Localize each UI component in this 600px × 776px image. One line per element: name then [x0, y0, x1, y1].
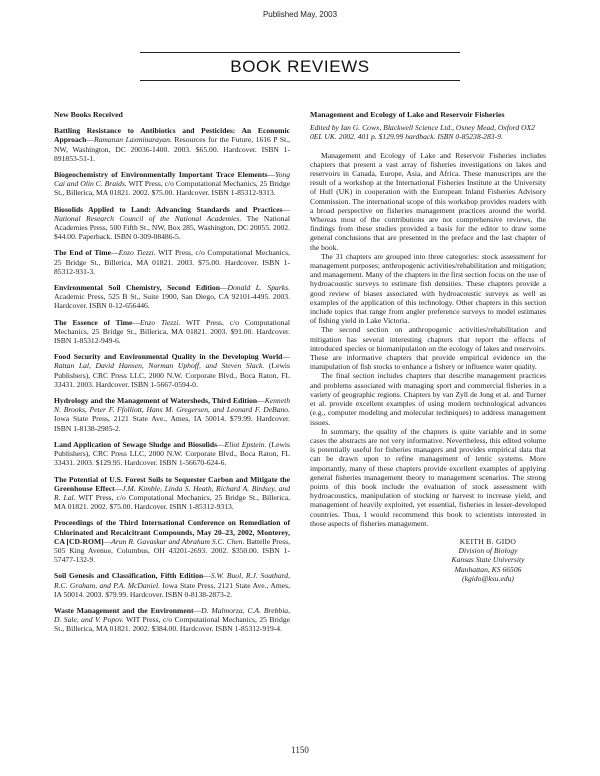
review-body	[310, 151, 546, 528]
book-authors: Rattan Lal, David Hansen, Norman Uphoff, and Steven Slack.	[54, 361, 265, 371]
book-title: Biosolids Applied to Land: Advancing Standards and Practices	[54, 204, 283, 214]
header-rule-bottom	[140, 80, 460, 81]
reviewer-location: Manhattan, KS 66506	[454, 564, 522, 574]
section-header	[140, 52, 460, 81]
book-entry: The Potential of U.S. Forest Soils to Sequester Carbon and Mitigate the Greenhouse Effect—J.M. Kimble, Linda S. Heath, Richard A. Birdsey, and R. Lal. WIT Press, c/o Computational Mechanics, 25 Bridge St., Billerica, MA 01821. 2002. $75.00. Hardcover. ISBN 1-85312-9313.	[54, 474, 291, 512]
book-entry: Biosolids Applied to Land: Advancing Standards and Practices—National Research Council of the National Academies. The National Academies Press, 500 Fifth St., NW, Box 285, Washington, DC 20055. 2002. $44.00. Paperback. ISBN 0-309-08486-5.	[54, 204, 290, 242]
book-authors: Kenneth N. Brooks, Peter F. Ffolliott, Hans M. Gregersen, and Leonard F. DeBano.	[54, 396, 290, 415]
book-authors: Eliot Epstein.	[224, 439, 267, 449]
review-paragraph: The second section on anthropogenic activities/rehabilitation and mitigation has several interesting chapters that report the effects of introduced species or biomanipulation on the ecology of lakes and reservoirs. These are informative chapters that provide empirical evidence on the manipulation of fish stocks to enhance a fishery or influence water quality.	[310, 325, 546, 372]
book-authors: Arun R. Gavaskar and Abraham S.C. Chen.	[111, 536, 245, 546]
book-details: Iowa State Press, 2121 State Ave., Ames, IA 50014. 2003. $79.99. Hardcover. ISBN 0-8138-2873-2.	[54, 580, 291, 599]
book-entry: Hydrology and the Management of Watersheds, Third Edition—Kenneth N. Brooks, Peter F. Ffolliott, Hans M. Gregersen, and Leonard F. DeBano. Iowa State Press, 2121 State Ave., Ames, IA 50014. $79.99. Hardcover. ISBN 1-8138-2985-2.	[54, 396, 290, 433]
book-authors: S.W. Buol, R.J. Southard, R.C. Graham, and P.A. McDaniel.	[54, 571, 290, 590]
book-authors: Enzo Tiezzi.	[140, 317, 181, 327]
book-title: Hydrology and the Management of Watersheds, Third Edition	[54, 396, 258, 406]
reviewer-name: KEITH B. GIDO	[459, 536, 517, 546]
book-title: Land Application of Sewage Sludge and Biosolids	[54, 439, 218, 449]
book-details: WIT Press, c/o Computational Mechanics, 25 Bridge St., Billerica, MA 01821. 2002. $75.00. Hardcover. ISBN 1-85312-9313.	[54, 179, 290, 198]
book-entry: Land Application of Sewage Sludge and Biosolids—Eliot Epstein. (Lewis Publishers), CRC Press LLC, 2000 N.W. Corporate Blvd., Boca Raton, FL 33431. 2003. $129.95. Hardcover. ISBN 1-56670-624-6.	[54, 439, 290, 468]
book-details: Battelle Press, 505 King Avenue, Columbus, OH 43201-2693. 2002. $350.00. ISBN 1-57477-132-9.	[54, 536, 291, 565]
book-title: Battling Resistance to Antibiotics and Pesticides: An Economic Approach	[54, 126, 290, 145]
book-authors: D. Malmorza, C.A. Brebbia, D. Sale, and V. Popov.	[54, 605, 290, 625]
review-paragraph: The 31 chapters are grouped into three categories: stock assessment for management purposes; anthropogenic activities/rehabilitation and mitigation; and management. Many of the chapters in the first section focus on the use of hydroacoustic surveys to estimate fish densities. These chapters provide a good review of biases associated with hydroacoustic surveys as well as examples of the application of this technology. Other chapters in this section include topics that range from angler preference surveys to model estimates of fishing yield in Lake Victoria.	[310, 251, 546, 326]
new-books-column	[54, 110, 290, 641]
new-books-list	[54, 126, 290, 633]
book-entry: Battling Resistance to Antibiotics and Pesticides: An Economic Approach—Ramanan Laxminarayan. Resources for the Future, 1616 P St., NW, Washington, DC 20036-1400. 2003. $65.00. Hardcover. ISBN 1-891853-51-1.	[54, 126, 291, 163]
book-title: Proceedings of the Third International Conference on Remediation of Chlorinated and Recalcitrant Compounds, May 20–23, 2002, Monterey, CA [CD-ROM]	[54, 518, 290, 546]
book-title: The End of Time	[54, 248, 111, 258]
book-authors: Yong Cai and Olin C. Braids.	[54, 170, 290, 189]
book-details: (Lewis Publishers), CRC Press LLC, 2000 N.W. Corporate Blvd., Boca Raton, FL 33431. 2003. $129.95. Hardcover. ISBN 1-56670-624-6.	[54, 439, 290, 468]
review-paragraph: The final section includes chapters that describe management practices and problems associated with managing sport and commercial fisheries in a variety of geographic regions. Chapters by van Zyll de Jong et al. and Turner et al. provide excellent examples of using modern technological advances (e.g., computer modeling and molecular techniques) to address management issues.	[310, 371, 546, 427]
book-entry: The End of Time—Enzo Tiezzi. WIT Press, c/o Computational Mechanics, 25 Bridge St., Billerica, MA 01821. 2003. $75.00. Hardcover. ISBN 1-85312-931-3.	[54, 248, 290, 276]
book-entry: The Essence of Time—Enzo Tiezzi. WIT Press, c/o Computational Mechanics, 25 Bridge St., Billerica, MA 01821. 2003. $91.00. Hardcover. ISBN 1-85312-949-6.	[54, 317, 290, 346]
book-title: Food Security and Environmental Quality in the Developing World	[54, 352, 283, 362]
book-authors: Donald L. Sparks.	[227, 283, 290, 293]
book-details: Iowa State Press, 2121 State Ave., Ames, IA 50014. $79.99. Hardcover. ISBN 1-8138-2985-2.	[54, 414, 290, 433]
new-books-heading: New Books Received	[54, 110, 123, 119]
reviewer-department: Division of Biology	[458, 546, 518, 556]
book-details: WIT Press, c/o Computational Mechanics, 25 Bridge St., Billerica, MA 01821. 2002. $384.00. Hardcover. ISBN 1-85312-919-4.	[54, 615, 290, 634]
book-entry: Waste Management and the Environment—D. Malmorza, C.A. Brebbia, D. Sale, and V. Popov. WIT Press, c/o Computational Mechanics, 25 Bridge St., Billerica, MA 01821. 2002. $384.00. Hardcover. ISBN 1-85312-919-4.	[54, 605, 290, 634]
review-paragraph: Management and Ecology of Lake and Reservoir Fisheries includes chapters that present a vast array of fisheries investigations on lakes and reservoirs in Canada, Europe, Asia, and Africa. These manuscripts are the result of a workshop at the International Fisheries Institute at the University of Hull (UK) in cooperation with the European Inland Fisheries Advisory Commission. The international scope of this workshop provides readers with a broad perspective on fisheries management practices around the world. Whereas most of the contributions are not comprehensive reviews, the findings from these studies provided a basis for the editor to draw some general conclusions that are presented in the preface and the last chapter of the book.	[310, 150, 546, 252]
book-authors: Ramanan Laxminarayan.	[93, 135, 172, 145]
section-title: BOOK REVIEWS	[230, 57, 370, 76]
book-details: Resources for the Future, 1616 P St., NW, Washington, DC 20036-1400. 2003. $65.00. Hardcover. ISBN 1-891853-51-1.	[54, 135, 291, 163]
book-title: The Essence of Time	[54, 317, 133, 327]
publication-date: Published May, 2003	[262, 10, 338, 19]
book-entry: Food Security and Environmental Quality in the Developing World—Rattan Lal, David Hansen, Norman Uphoff, and Steven Slack. (Lewis Publishers), CRC Press LLC, 2000 N.W. Corporate Blvd., Boca Raton, FL 33431. 2003. Hardcover. ISBN 1-5667-0594-0.	[54, 352, 290, 389]
book-details: Academic Press, 525 B St., Suite 1900, San Diego, CA 92101-4495. 2003. Hardcover. ISBN 0-12-656446.	[54, 292, 290, 311]
book-details: (Lewis Publishers), CRC Press LLC, 2000 N.W. Corporate Blvd., Boca Raton, FL 33431. 2003. Hardcover. ISBN 1-5667-0594-0.	[54, 361, 290, 389]
reviewer-institution: Kansas State University	[451, 555, 525, 565]
book-entry: Soil Genesis and Classification, Fifth Edition—S.W. Buol, R.J. Southard, R.C. Graham, and P.A. McDaniel. Iowa State Press, 2121 State Ave., Ames, IA 50014. 2003. $79.99. Hardcover. ISBN 0-8138-2873-2.	[54, 571, 291, 599]
book-details: The National Academies Press, 500 Fifth St., NW, Box 285, Washington, DC 20055. 2002. $44.00. Paperback. ISBN 0-309-08486-5.	[54, 213, 290, 242]
review-title: Management and Ecology of Lake and Reservoir Fisheries	[310, 110, 505, 119]
book-details: WIT Press, c/o Computational Mechanics, 25 Bridge St., Billerica, MA 01821. 2003. $75.00. Hardcover. ISBN 1-85312-931-3.	[54, 248, 290, 276]
book-entry: Proceedings of the Third International Conference on Remediation of Chlorinated and Recalcitrant Compounds, May 20–23, 2002, Monterey, CA [CD-ROM]—Arun R. Gavaskar and Abraham S.C. Chen. Battelle Press, 505 King Avenue, Columbus, OH 43201-2693. 2002. $350.00. ISBN 1-57477-132-9.	[54, 518, 291, 565]
book-authors: National Research Council of the National Academies.	[54, 213, 242, 223]
reviewer-email: (kgido@ksu.edu)	[462, 573, 514, 583]
header-rule-top	[140, 52, 460, 53]
reviewer-signature	[310, 537, 546, 583]
book-entry: Biogeochemistry of Environmentally Important Trace Elements—Yong Cai and Olin C. Braids. WIT Press, c/o Computational Mechanics, 25 Bridge St., Billerica, MA 01821. 2002. $75.00. Hardcover. ISBN 1-85312-9313.	[54, 170, 290, 198]
book-title: Soil Genesis and Classification, Fifth Edition	[54, 571, 204, 581]
book-authors: J.M. Kimble, Linda S. Heath, Richard A. Birdsey, and R. Lal.	[54, 483, 291, 502]
book-title: Environmental Soil Chemistry, Second Edition	[54, 283, 220, 293]
book-title: The Potential of U.S. Forest Soils to Sequester Carbon and Mitigate the Greenhouse Effect	[54, 474, 290, 493]
book-details: WIT Press, c/o Computational Mechanics, 25 Bridge St., Billerica, MA 01821. 2002. $75.00. Hardcover. ISBN 1-85312-9313.	[54, 492, 290, 512]
book-title: Biogeochemistry of Environmentally Important Trace Elements	[54, 170, 268, 180]
review-citation: Edited by Ian G. Cowx, Blackwell Science Ltd., Osney Mead, Oxford OX2 0EL UK. 2002. 401 p. $129.99 hardback. ISBN 0-85238-283-9.	[310, 123, 535, 142]
book-title: Waste Management and the Environment	[54, 605, 194, 615]
page-number: 1150	[291, 745, 309, 755]
book-details: WIT Press, c/o Computational Mechanics, 25 Bridge St., Billerica, MA 01821. 2003. $91.00. Hardcover. ISBN 1-85312-949-6.	[54, 317, 290, 346]
book-entry: Environmental Soil Chemistry, Second Edition—Donald L. Sparks. Academic Press, 525 B St., Suite 1900, San Diego, CA 92101-4495. 2003. Hardcover. ISBN 0-12-656446.	[54, 283, 290, 311]
book-authors: Enzo Tiezzi.	[118, 248, 156, 258]
review-column	[310, 110, 546, 583]
review-paragraph: In summary, the quality of the chapters is quite variable and in some cases the abstracts are not very informative. Nevertheless, this edited volume is potentially useful for fisheries managers and provides empirical data that can be drawn upon to refine management of lentic systems. More importantly, many of these chapters provide excellent examples of applying general fisheries management theory to management scenarios. The strong points of this book include the evaluation of stock assessment with hydroacoustics, manipulation of stocking or harvest to increase yield, and management of heavily exploited, yet essential, fisheries in lesser-developed countries. Thus, I would recommend this book to scientists interested in those aspects of fisheries management.	[310, 426, 546, 528]
